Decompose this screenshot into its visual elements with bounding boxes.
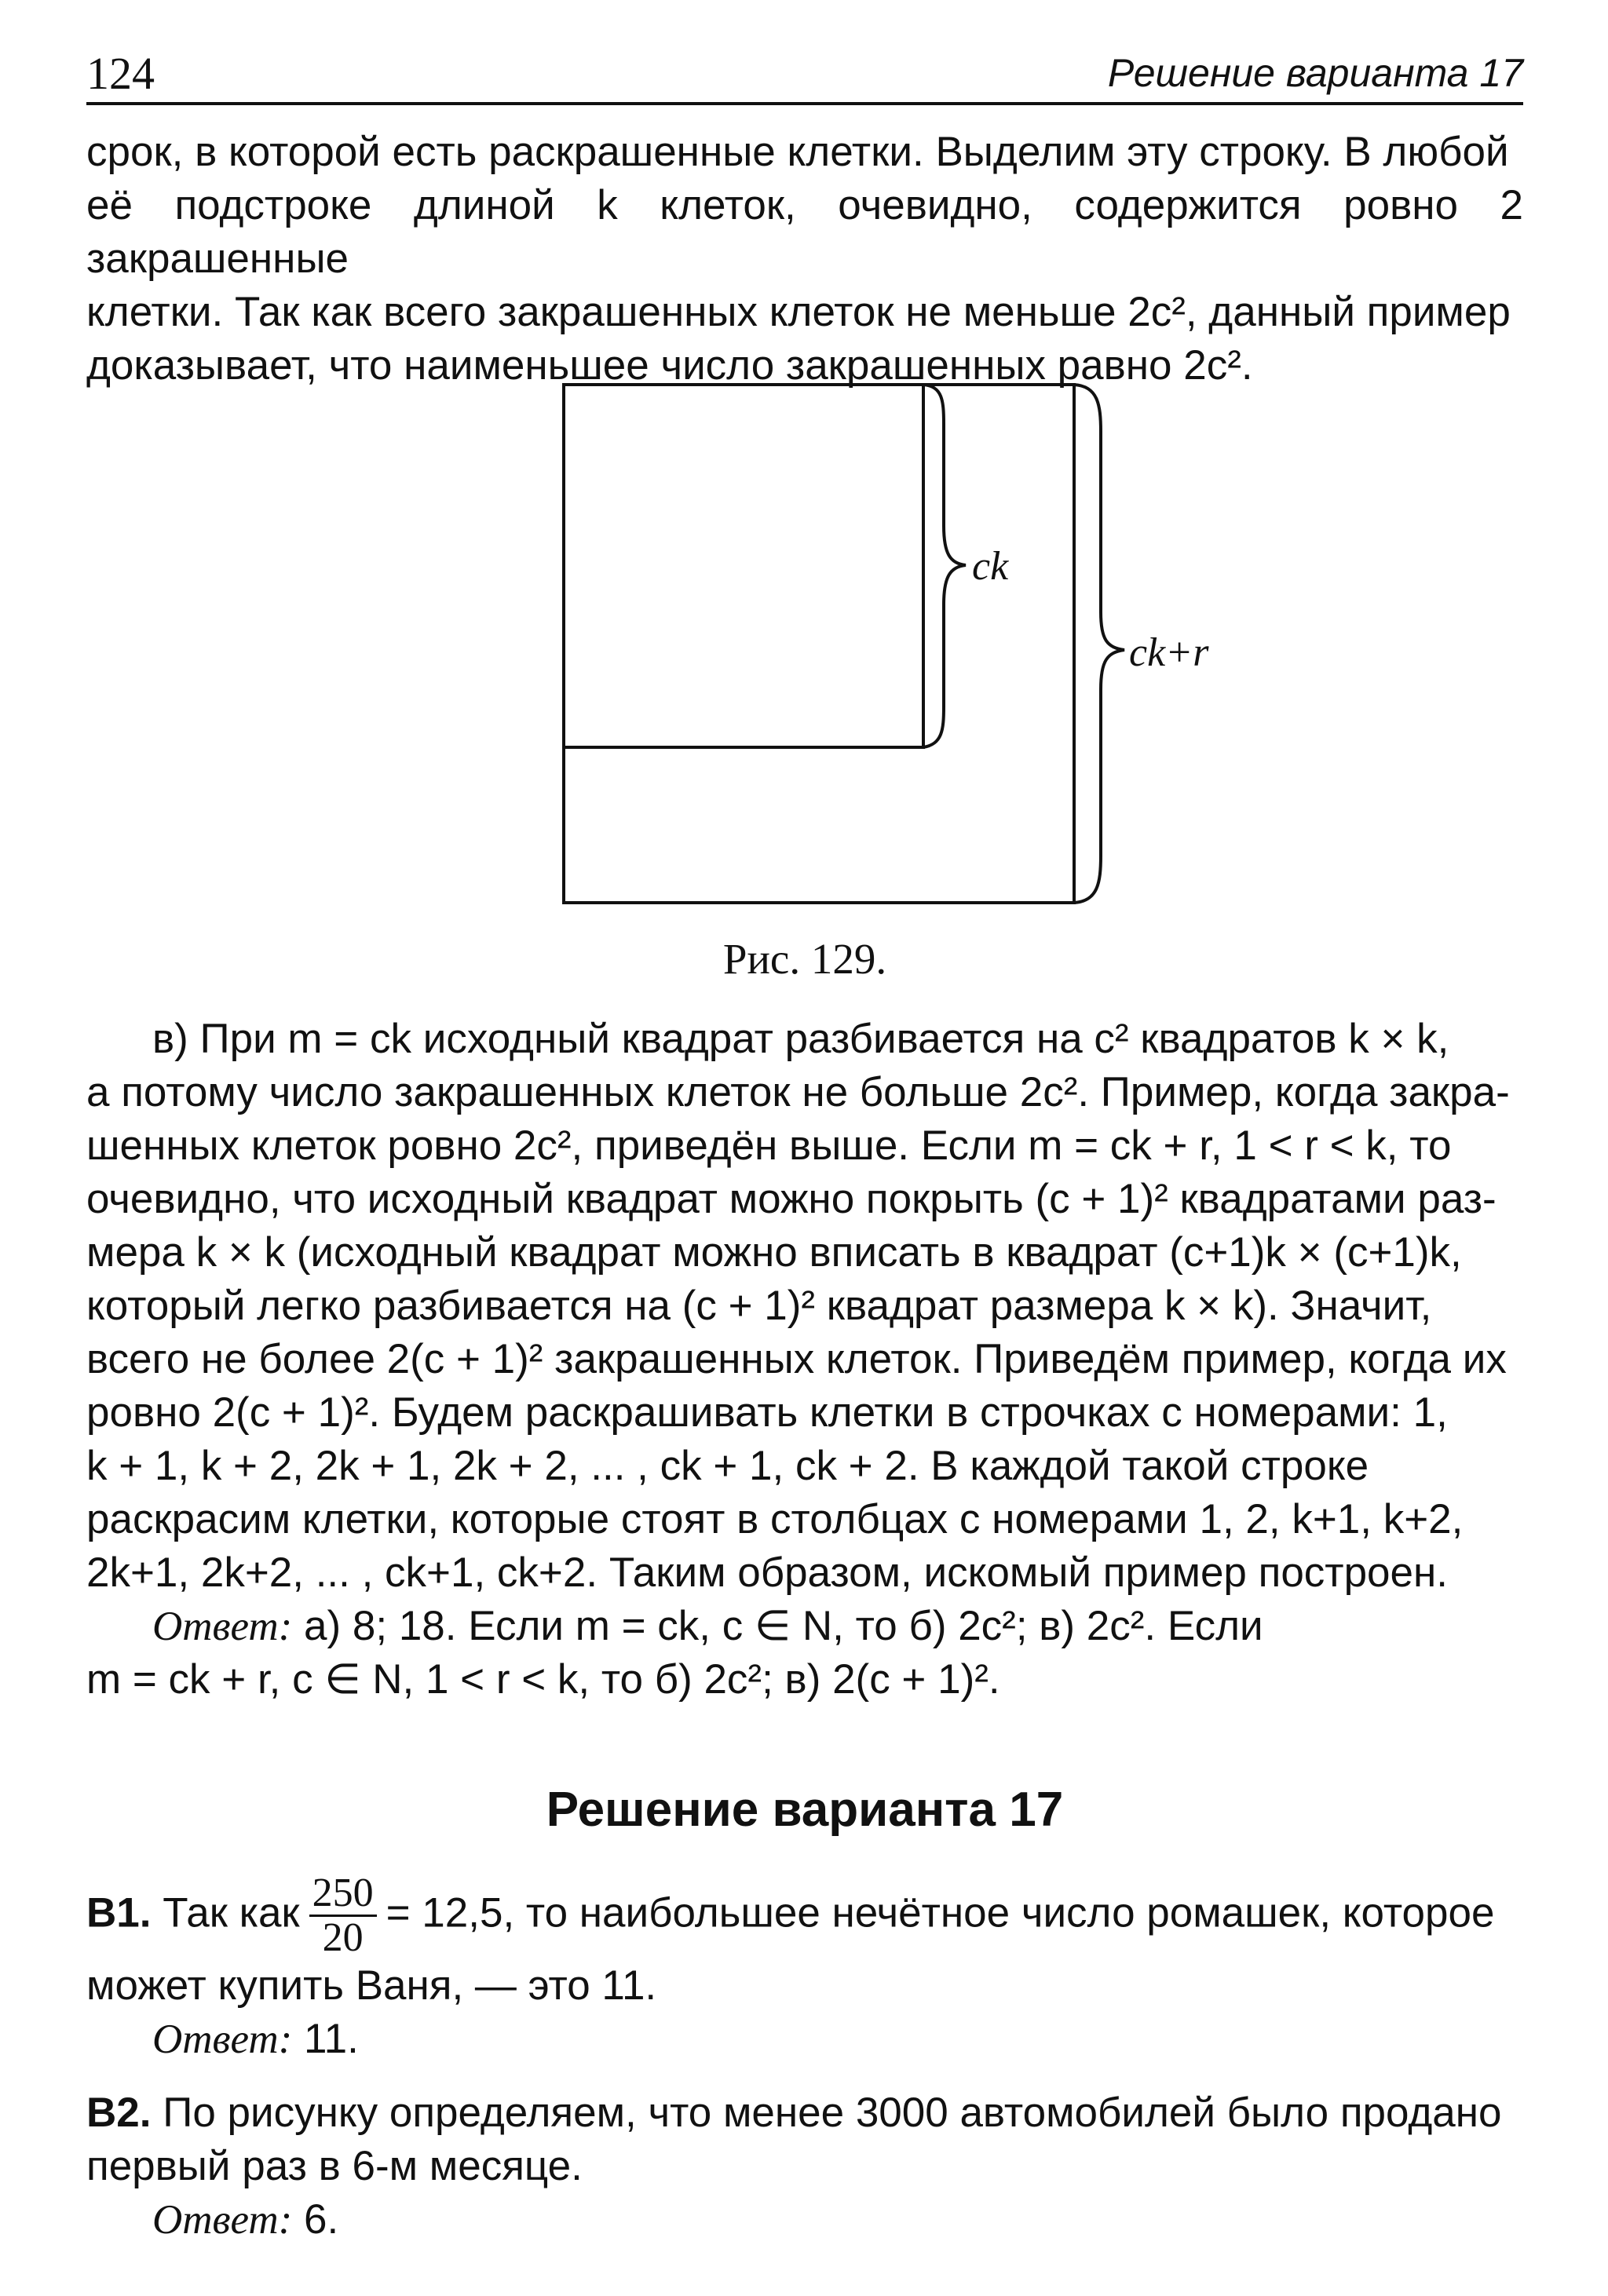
- page-number: 124: [86, 48, 155, 99]
- label-ck-plus-r: ck+r: [1129, 630, 1209, 675]
- b1-text-before: Так как: [163, 1889, 300, 1936]
- running-title: Решение варианта 17: [1107, 51, 1523, 95]
- inner-square: [564, 385, 923, 747]
- outer-square: [564, 385, 1074, 903]
- b2-text: По рисунку определяем, что менее 3000 автомобилей было продано: [163, 2090, 1502, 2136]
- page-header: [86, 47, 1523, 105]
- fraction-numerator: 250: [309, 1872, 377, 1917]
- b1-problem: [86, 1872, 1523, 2066]
- answer-value: 6.: [304, 2196, 339, 2243]
- answer-value: 11.: [304, 2016, 359, 2062]
- intro-line: доказывает, что наименьшее число закрашенных равно 2c².: [86, 342, 1253, 389]
- intro-line: срок, в которой есть раскрашенные клетки. Выделим эту строку. В любой: [86, 129, 1509, 175]
- intro-paragraph: [86, 126, 1523, 392]
- answer-label: Ответ:: [152, 2197, 293, 2243]
- fraction: [309, 1872, 377, 1959]
- part-v-line: мера k × k (исходный квадрат можно вписать в квадрат (c+1)k × (c+1)k,: [86, 1229, 1462, 1276]
- figure-caption: Рис. 129.: [722, 935, 887, 983]
- part-v-line: 2k+1, 2k+2, ... , ck+1, ck+2. Таким образом, искомый пример построен.: [86, 1550, 1448, 1596]
- part-v-line: очевидно, что исходный квадрат можно покрыть (c + 1)² квадратами раз-: [86, 1176, 1497, 1222]
- label-ck: ck: [972, 544, 1009, 589]
- part-v-line: k + 1, k + 2, 2k + 1, 2k + 2, ... , ck + 1, ck + 2. В каждой такой строке: [86, 1443, 1369, 1489]
- part-v-answer: [86, 1600, 1523, 1653]
- b2-problem: [86, 2086, 1523, 2247]
- section-title: Решение варианта 17: [546, 1783, 1064, 1837]
- part-v-line: раскрасим клетки, которые стоят в столбцах с номерами 1, 2, k+1, k+2,: [86, 1496, 1464, 1542]
- b1-line: [86, 1872, 1523, 1959]
- part-v-line: а потому число закрашенных клеток не больше 2c². Пример, когда закра-: [86, 1069, 1510, 1115]
- b1-text-after: = 12,5, то наибольшее нечётное число ромашек, которое: [386, 1889, 1495, 1936]
- b1-answer: [86, 2013, 1523, 2066]
- part-v-line: который легко разбивается на (c + 1)² квадрат размера k × k). Значит,: [86, 1283, 1432, 1329]
- part-v-line: ровно 2(c + 1)². Будем раскрашивать клетки в строчках с номерами: 1,: [86, 1389, 1448, 1436]
- part-v-line: всего не более 2(c + 1)² закрашенных клеток. Приведём пример, когда их: [86, 1336, 1507, 1382]
- b1-line-2: может купить Ваня, — это 11.: [86, 1962, 657, 2009]
- part-v-answer-continued: m = ck + r, c ∈ N, 1 < r < k, то б) 2c²; в) 2(c + 1)².: [86, 1656, 1000, 1703]
- part-v-line: шенных клеток ровно 2c², приведён выше. Если m = ck + r, 1 < r < k, то: [86, 1122, 1452, 1169]
- answer-label: Ответ:: [152, 2017, 293, 2062]
- part-v-paragraph: [86, 1013, 1523, 1706]
- part-v-line: в) При m = ck исходный квадрат разбивается на c² квадратов k × k,: [152, 1016, 1449, 1062]
- fraction-denominator: 20: [322, 1915, 364, 1960]
- b2-label: B2.: [86, 2090, 152, 2136]
- outer-brace: [1074, 385, 1124, 903]
- answer-text: а) 8; 18. Если m = ck, c ∈ N, то б) 2c²; в) 2c². Если: [304, 1603, 1263, 1649]
- intro-line: клетки. Так как всего закрашенных клеток не меньше 2c², данный пример: [86, 289, 1511, 335]
- intro-line: её подстроке длиной k клеток, очевидно, содержится ровно 2 закрашенные: [86, 182, 1523, 282]
- inner-brace: [923, 385, 966, 747]
- b2-line-2: первый раз в 6-м месяце.: [86, 2143, 583, 2189]
- b1-label: B1.: [86, 1889, 152, 1936]
- b2-line: [86, 2086, 1523, 2140]
- answer-label: Ответ:: [152, 1604, 293, 1649]
- b2-answer: [86, 2193, 1523, 2247]
- figure-129-diagram: [463, 377, 1248, 942]
- textbook-page: [86, 0, 1523, 2296]
